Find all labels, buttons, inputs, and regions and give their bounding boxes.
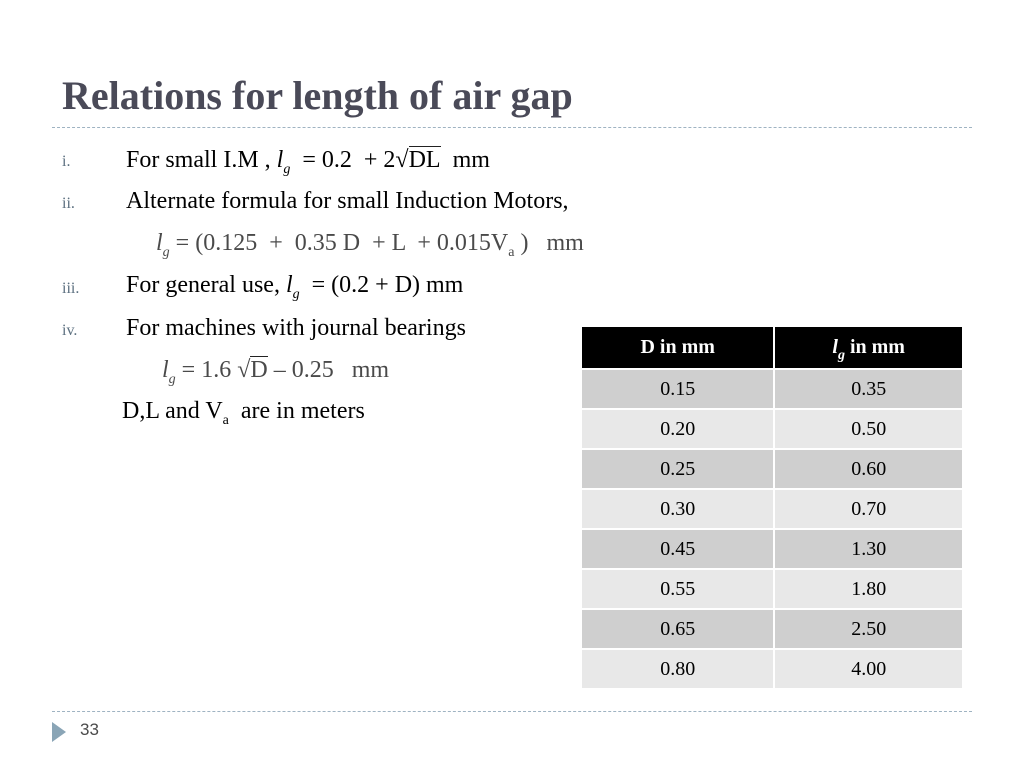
cell-lg: 0.50 bbox=[774, 409, 963, 449]
formula-mid: = 1.6 bbox=[175, 357, 238, 383]
cell-lg: 2.50 bbox=[774, 609, 963, 649]
units-note bbox=[122, 398, 365, 428]
va-subscript: a bbox=[508, 245, 515, 260]
va-subscript: a bbox=[222, 413, 229, 428]
radicand-dl: DL bbox=[408, 147, 441, 173]
note-suffix: are in meters bbox=[228, 398, 365, 424]
lg-subscript: g bbox=[837, 348, 845, 363]
table-row bbox=[581, 409, 963, 449]
sqrt-dl bbox=[395, 146, 440, 174]
cell-lg: 1.30 bbox=[774, 529, 963, 569]
formula-end: ) mm bbox=[514, 230, 584, 256]
table-row bbox=[581, 529, 963, 569]
cell-d: 0.15 bbox=[581, 369, 774, 409]
formula-alternate bbox=[156, 230, 584, 260]
table-row bbox=[581, 609, 963, 649]
table-row bbox=[581, 449, 963, 489]
lg-symbol: l bbox=[156, 230, 163, 256]
bullet-iv: iv. bbox=[62, 322, 78, 339]
page-number: 33 bbox=[80, 720, 99, 739]
footer-divider bbox=[52, 711, 972, 712]
cell-d: 0.30 bbox=[581, 489, 774, 529]
item1-mid: = 0.2 + 2 bbox=[290, 147, 396, 173]
radicand-d: D bbox=[250, 357, 268, 383]
item1-suffix: mm bbox=[440, 147, 490, 173]
formula-mid: = (0.125 + 0.35 D + L + 0.015V bbox=[169, 230, 509, 256]
cell-lg: 1.80 bbox=[774, 569, 963, 609]
title-divider bbox=[52, 127, 972, 128]
triangle-arrow-icon bbox=[52, 722, 66, 742]
sqrt-d bbox=[237, 356, 268, 384]
slide-title: Relations for length of air gap bbox=[62, 73, 573, 118]
cell-lg: 0.70 bbox=[774, 489, 963, 529]
header-d-in-mm: D in mm bbox=[581, 326, 774, 369]
cell-d: 0.20 bbox=[581, 409, 774, 449]
header-lg-in-mm bbox=[774, 326, 963, 369]
cell-d: 0.45 bbox=[581, 529, 774, 569]
cell-lg: 0.35 bbox=[774, 369, 963, 409]
lg-subscript: g bbox=[292, 287, 300, 302]
lg-subscript: g bbox=[162, 245, 170, 260]
table-row bbox=[581, 489, 963, 529]
table-header-row bbox=[581, 326, 963, 369]
lg-symbol: l bbox=[285, 272, 293, 298]
formula-journal bbox=[162, 356, 390, 387]
cell-d: 0.55 bbox=[581, 569, 774, 609]
item3-prefix: For general use, bbox=[126, 272, 286, 298]
item1-prefix: For small I.M , bbox=[126, 147, 277, 173]
cell-lg: 4.00 bbox=[774, 649, 963, 689]
lg-symbol: l bbox=[276, 147, 284, 173]
item3-suffix: = (0.2 + D) mm bbox=[299, 272, 464, 298]
cell-d: 0.80 bbox=[581, 649, 774, 689]
cell-lg: 0.60 bbox=[774, 449, 963, 489]
bullet-ii: ii. bbox=[62, 195, 75, 212]
radical-sign: √ bbox=[395, 147, 409, 173]
lg-subscript: g bbox=[283, 162, 291, 177]
table-row bbox=[581, 369, 963, 409]
list-item-3 bbox=[126, 272, 464, 302]
cell-d: 0.25 bbox=[581, 449, 774, 489]
lg-symbol: l bbox=[162, 357, 169, 383]
cell-d: 0.65 bbox=[581, 609, 774, 649]
table-row bbox=[581, 569, 963, 609]
note-text: D,L and V bbox=[122, 398, 223, 424]
table-row bbox=[581, 649, 963, 689]
bullet-i: i. bbox=[62, 153, 71, 170]
lg-symbol: l bbox=[832, 336, 838, 358]
lg-subscript: g bbox=[168, 372, 176, 387]
radical-sign: √ bbox=[237, 357, 251, 383]
formula-end: – 0.25 mm bbox=[267, 357, 390, 383]
header-suffix: in mm bbox=[844, 336, 905, 358]
list-item-4: For machines with journal bearings bbox=[126, 315, 466, 341]
list-item-2: Alternate formula for small Induction Motors, bbox=[126, 188, 569, 214]
air-gap-table bbox=[580, 325, 964, 690]
bullet-iii: iii. bbox=[62, 280, 80, 297]
list-item-1 bbox=[126, 146, 490, 177]
